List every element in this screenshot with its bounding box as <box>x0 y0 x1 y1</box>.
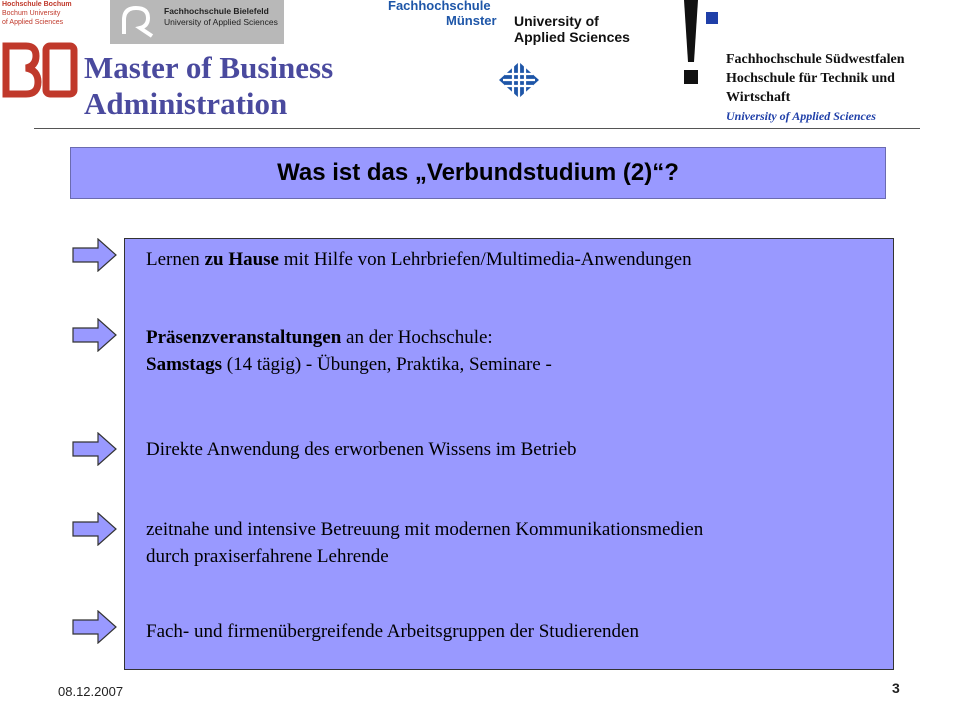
bochum-line3: of Applied Sciences <box>2 19 64 26</box>
bullet-item <box>146 618 639 645</box>
bochum-bo-logo-icon <box>2 42 78 98</box>
slide-title: Was ist das „Verbundstudium (2)“? <box>277 159 679 186</box>
muenster-line1: Fachhochschule <box>388 0 491 13</box>
suedwestfalen-line3: University of Applied Sciences <box>726 109 876 123</box>
suedwestfalen-line1: Fachhochschule Südwestfalen <box>726 52 905 67</box>
bullet-item <box>146 324 552 378</box>
bielefeld-line2: University of Applied Sciences <box>164 17 278 27</box>
bielefeld-emblem-icon <box>116 2 160 42</box>
suedwestfalen-text <box>726 50 958 126</box>
bullet-text-run: mit Hilfe von Lehrbriefen/Multimedia-Anwendungen <box>279 249 692 270</box>
suedwestfalen-square-icon <box>706 12 718 24</box>
arrow-bullet-icon <box>72 512 118 546</box>
muenster-line2: Münster <box>446 13 497 28</box>
bullet-text-run: Lernen <box>146 249 205 270</box>
bielefeld-logo <box>110 0 284 44</box>
muenster-uni-line2: Applied Sciences <box>514 29 630 45</box>
bullet-bold-text: Präsenzveranstaltungen <box>146 327 342 348</box>
muenster-logo <box>388 0 648 48</box>
bielefeld-line1: Fachhochschule Bielefeld <box>164 6 269 16</box>
bullet-text-run: an der Hochschule: <box>341 327 493 348</box>
bullet-text-run: durch praxiserfahrene Lehrende <box>146 546 389 567</box>
page-number: 3 <box>892 680 900 696</box>
bullet-bold-text: Samstags <box>146 354 223 375</box>
program-title-line1: Master of Business <box>84 50 334 85</box>
bochum-logo-text <box>2 0 82 27</box>
bullet-item <box>146 436 577 463</box>
bullet-text-run: (14 tägig) - Übungen, Praktika, Seminare - <box>222 354 552 375</box>
bochum-line1: Hochschule Bochum <box>2 1 72 8</box>
slide-title-banner <box>70 147 886 199</box>
bielefeld-text <box>164 6 278 28</box>
header-divider <box>34 128 920 129</box>
muenster-uni-text <box>514 13 630 45</box>
bullet-text-run: Direkte Anwendung des erworbenen Wissens im Betrieb <box>146 439 577 460</box>
bochum-line2: Bochum University <box>2 10 61 17</box>
bullet-text-run: Fach- und firmenübergreifende Arbeitsgruppen der Studierenden <box>146 621 639 642</box>
arrow-bullet-icon <box>72 432 118 466</box>
footer-date: 08.12.2007 <box>58 684 124 699</box>
suedwestfalen-line2: Hochschule für Technik und Wirtschaft <box>726 71 895 105</box>
arrow-bullet-icon <box>72 238 118 272</box>
arrow-bullet-icon <box>72 318 118 352</box>
arrow-bullet-icon <box>72 610 118 644</box>
bullet-item <box>146 246 692 273</box>
muenster-uni-line1: University of <box>514 13 599 29</box>
suedwestfalen-exclamation-icon <box>676 0 706 92</box>
muenster-emblem-icon <box>497 60 541 100</box>
program-title-line2: Administration <box>84 86 288 121</box>
bullet-text-run: zeitnahe und intensive Betreuung mit modernen Kommunikationsmedien <box>146 519 704 540</box>
bullet-bold-text: zu Hause <box>204 249 279 270</box>
bullet-item <box>146 516 703 570</box>
program-title <box>84 50 384 122</box>
